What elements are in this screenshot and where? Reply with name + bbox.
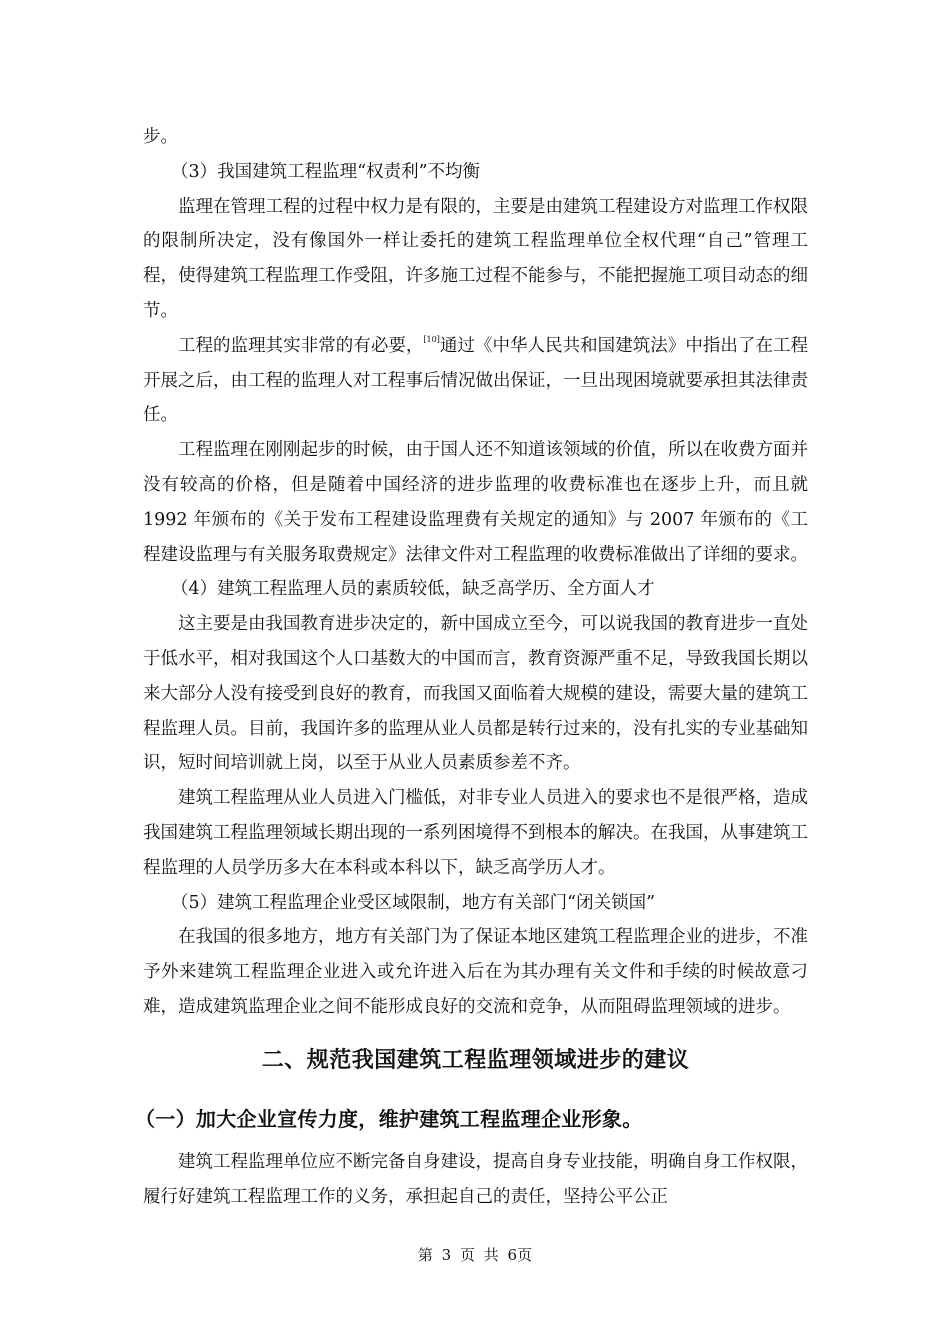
subsection-heading: （一）加大企业宣传力度，维护建筑工程监理企业形象。 [135, 1106, 643, 1131]
paragraph-supervision-necessity [143, 329, 808, 433]
list-item-4-heading: （4）建筑工程监理人员的素质较低，缺乏高学历、全方面人才 [171, 579, 655, 600]
list-item-3-heading: （3）我国建筑工程监理“权责利”不均衡 [171, 161, 481, 182]
paragraph-continuation: 步。 [143, 127, 178, 147]
section-heading: 二、规范我国建筑工程监理领域进步的建议 [261, 1046, 690, 1073]
citation-follow-text: 通过《中华人民共和国建筑法》中指出了在工程开展之后，由工程的监理人对工程事后情况做出保证，一旦出现困境就要承担其法律责任。 [143, 335, 809, 426]
list-item-5-heading: （5）建筑工程监理企业受区域限制，地方有关部门“闭关锁国” [171, 892, 656, 913]
citation-reference: [10] [423, 334, 440, 344]
paragraph-supervision-authority: 监理在管理工程的过程中权力是有限的，主要是由建筑工程建设方对监理工作权限的限制所决定，没有像国外一样让委托的建筑工程监理单位全权代理“自己”管理工程，使得建筑工程监理工作受阻，许多施工过程不能参与，不能把握施工项目动态的细节。 [143, 196, 808, 321]
page-body [135, 120, 809, 1214]
paragraph-self-improvement: 建筑工程监理单位应不断完备自身建设，提高自身专业技能，明确自身工作权限，履行好建筑工程监理工作的义务，承担起自己的责任，坚持公平公正 [143, 1151, 808, 1207]
paragraph-entry-threshold: 建筑工程监理从业人员进入门槛低，对非专业人员进入的要求也不是很严格，造成我国建筑工程监理领域长期出现的一系列困境得不到根本的解决。在我国，从事建筑工程监理的人员学历多大在本科或本科以下，缺乏高学历人才。 [143, 788, 808, 878]
citation-lead-text: 工程的监理其实非常的有必要， [178, 335, 424, 356]
paragraph-fee-standards: 工程监理在刚刚起步的时候，由于国人还不知道该领域的价值，所以在收费方面并没有较高的价格，但是随着中国经济的进步监理的收费标准也在逐步上升，而且就 1992 年颁布的《关于发布工程建设监理费有关规定的通知》与 2007 年颁布的《工程建设监理与有关服务取费规定》法律文件对工程监理的收费标准做出了详细的要求。 [143, 440, 808, 565]
paragraph-regional-restriction: 在我国的很多地方，地方有关部门为了保证本地区建筑工程监理企业的进步，不准予外来建筑工程监理企业进入或允许进入后在为其办理有关文件和手续的时候故意刁难，造成建筑监理企业之间不能形成良好的交流和竞争，从而阻碍监理领域的进步。 [143, 927, 808, 1017]
page-number-footer: 第 3 页 共 6页 [417, 1246, 533, 1264]
paragraph-education-level: 这主要是由我国教育进步决定的，新中国成立至今，可以说我国的教育进步一直处于低水平，相对我国这个人口基数大的中国而言，教育资源严重不足，导致我国长期以来大部分人没有接受到良好的教育，而我国又面临着大规模的建设，需要大量的建筑工程监理人员。目前，我国许多的监理从业人员都是转行过来的，没有扎实的专业基础知识，短时间培训就上岗，以至于从业人员素质参差不齐。 [143, 614, 808, 774]
